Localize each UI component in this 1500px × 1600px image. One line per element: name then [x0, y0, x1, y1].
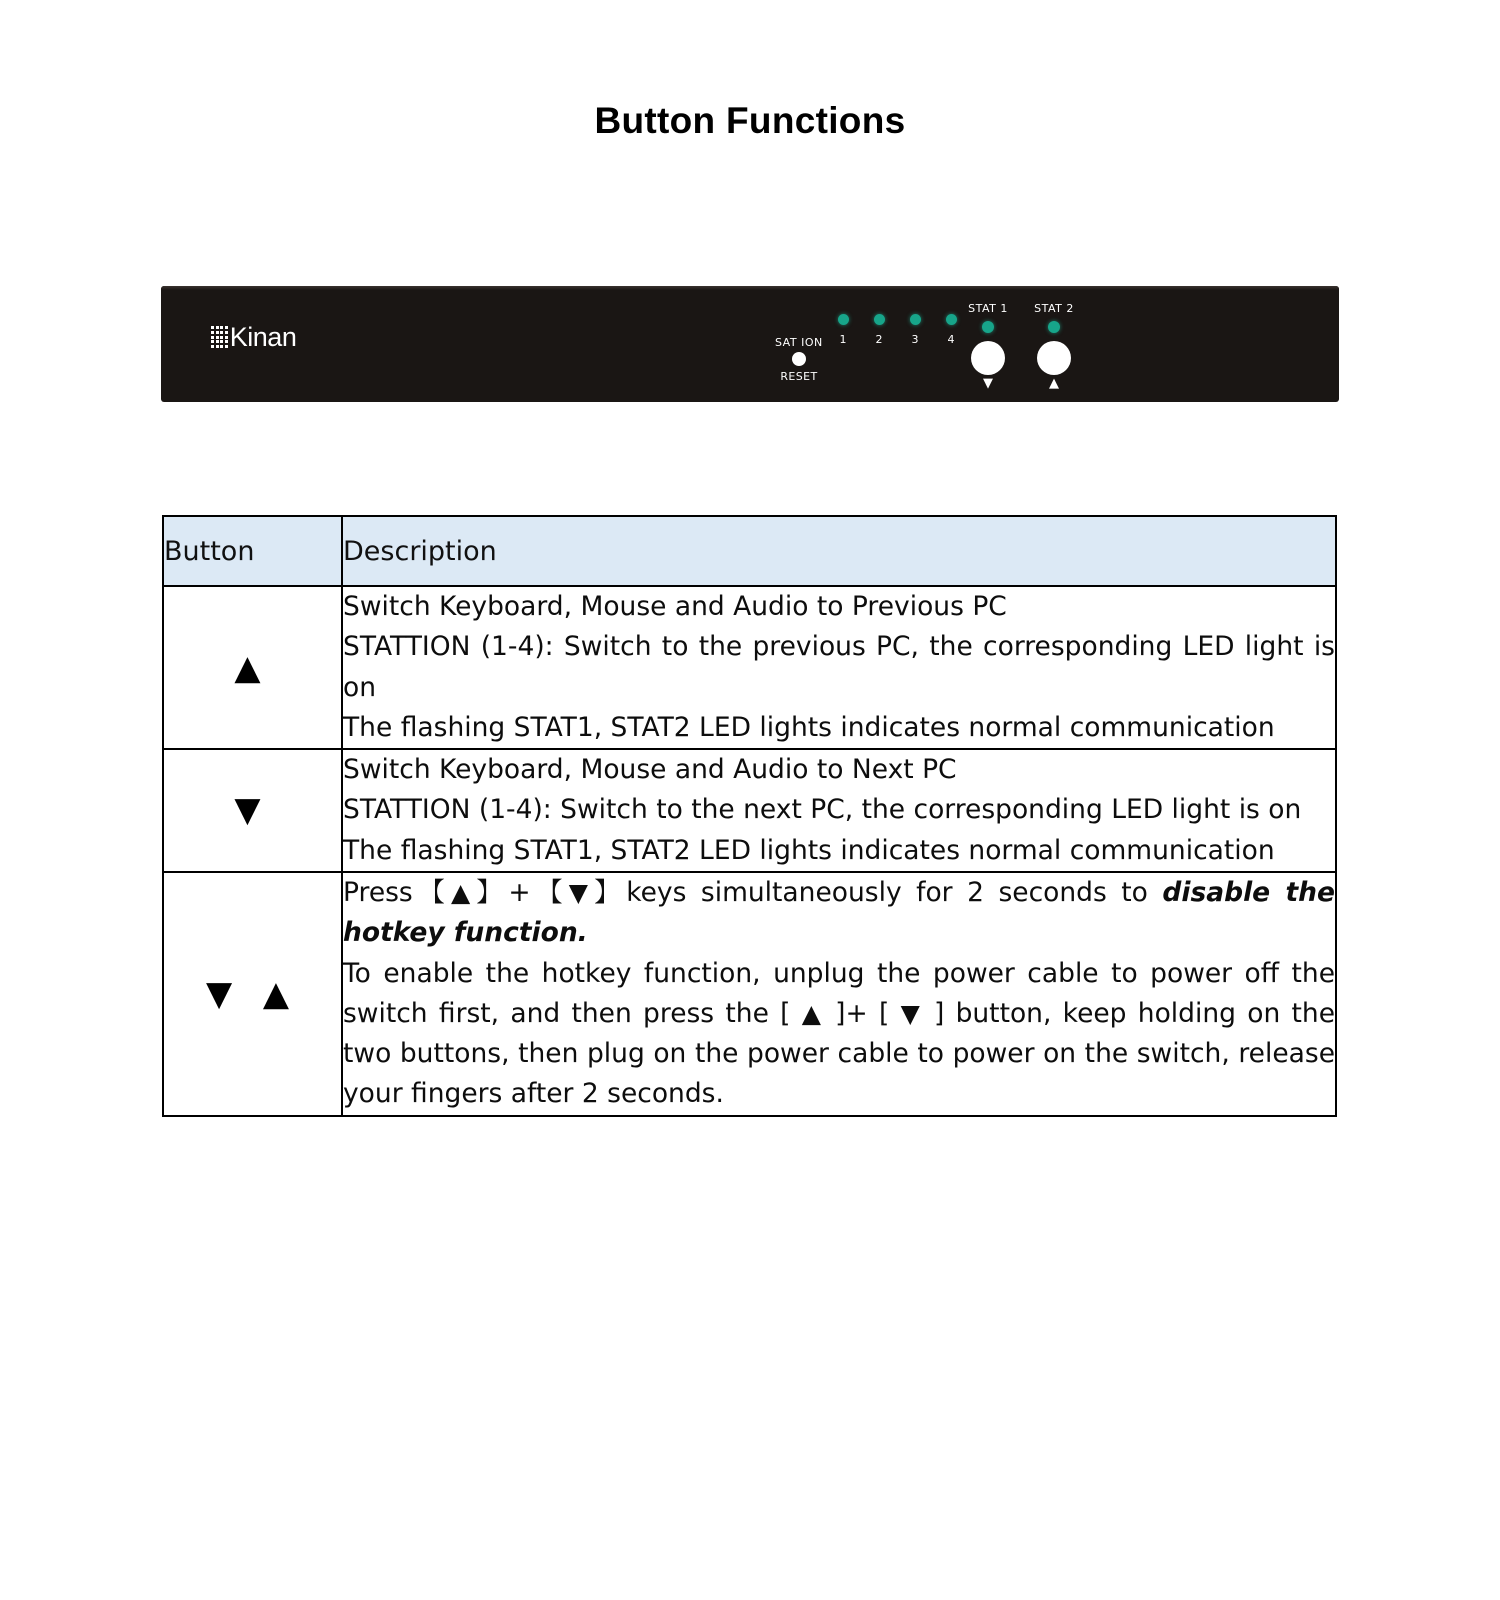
dot-matrix-logo-icon [211, 326, 228, 347]
previous-pc-button[interactable] [951, 302, 1025, 390]
description-cell [342, 749, 1336, 872]
reset-button[interactable] [771, 352, 827, 383]
reset-dot-icon[interactable] [792, 352, 806, 366]
stat2-label: STAT 2 [1034, 302, 1074, 315]
next-pc-button[interactable] [1017, 302, 1091, 390]
stat2-push-button[interactable] [1037, 341, 1071, 375]
description-cell [342, 872, 1336, 1116]
table-row [163, 586, 1336, 749]
description-line: STATTION (1-4): Switch to the next PC, the corresponding LED light is on [343, 794, 1302, 826]
paragraph-part-b: ]+ [ [823, 997, 901, 1029]
button-symbol-up: ▲ [163, 586, 342, 749]
brand-logo [211, 322, 296, 352]
led-number-label: 3 [911, 333, 919, 346]
description-cell [342, 586, 1336, 749]
station-led-1 [835, 314, 851, 346]
down-arrow-icon: ▼ [900, 998, 923, 1028]
down-arrow-icon: ▼ [983, 376, 993, 391]
stat1-push-button[interactable] [971, 341, 1005, 375]
paragraph-part-c: ] button, keep holding on the two buttons, then plug on the power cable to power on the switch, release your fingers after 2 seconds. [343, 997, 1336, 1110]
description-line: The flashing STAT1, STAT2 LED lights indicates normal communication [343, 834, 1275, 866]
up-arrow-icon: ▲ [1049, 376, 1059, 391]
up-arrow-icon: ▲ [801, 998, 824, 1028]
description-line: The flashing STAT1, STAT2 LED lights indicates normal communication [343, 711, 1275, 743]
led-number-label: 4 [947, 333, 955, 346]
down-arrow-icon: ▼ [568, 877, 595, 907]
button-symbol-down-up: ▼ ▲ [163, 872, 342, 1116]
station-led-3 [907, 314, 923, 346]
table-row [163, 872, 1336, 1116]
button-functions-table [162, 515, 1337, 1117]
page-title: Button Functions [594, 100, 906, 141]
up-arrow-icon: ▲ [450, 877, 477, 907]
paragraph-part-a: To enable the hotkey function, unplug the power cable to power off the switch first, and then press the [ [343, 957, 1335, 1029]
bracket-close: 】 [594, 877, 627, 908]
device-panel-body [161, 286, 1339, 402]
emphasis-text: disable the hotkey function. [343, 876, 1335, 949]
button-symbol-down: ▼ [163, 749, 342, 872]
description-line: Switch Keyboard, Mouse and Audio to Next PC [343, 754, 957, 786]
brand-name: Kinan [229, 321, 297, 352]
column-header-description: Description [342, 516, 1336, 586]
stat2-led-icon [1048, 321, 1060, 333]
press-prefix-text: Press [343, 876, 413, 908]
led-number-label: 2 [875, 333, 883, 346]
led-indicator-icon [874, 314, 885, 325]
table-row [163, 749, 1336, 872]
description-line: STATTION (1-4): Switch to the previous PC, the corresponding LED light is on [343, 631, 1335, 703]
led-number-label: 1 [839, 333, 847, 346]
device-front-panel-image [161, 286, 1339, 402]
column-header-button: Button [163, 516, 342, 586]
bracket-open: 【 [412, 877, 451, 908]
station-label: SAT ION [775, 336, 823, 349]
bracket-close: 】 [476, 877, 509, 908]
reset-label: RESET [780, 370, 818, 383]
stat1-label: STAT 1 [968, 302, 1008, 315]
description-line-hotkey-enable [343, 954, 1335, 1115]
station-led-2 [871, 314, 887, 346]
press-suffix-text: keys simultaneously for 2 seconds to [626, 876, 1163, 908]
led-indicator-icon [910, 314, 921, 325]
bracket-open: 【 [530, 877, 569, 908]
description-line-hotkey-disable [343, 873, 1335, 954]
table-header-row [163, 516, 1336, 586]
station-led-group [835, 314, 959, 346]
description-line: Switch Keyboard, Mouse and Audio to Previous PC [343, 591, 1007, 622]
led-indicator-icon [838, 314, 849, 325]
plus-sign: + [508, 876, 531, 908]
stat1-led-icon [982, 321, 994, 333]
